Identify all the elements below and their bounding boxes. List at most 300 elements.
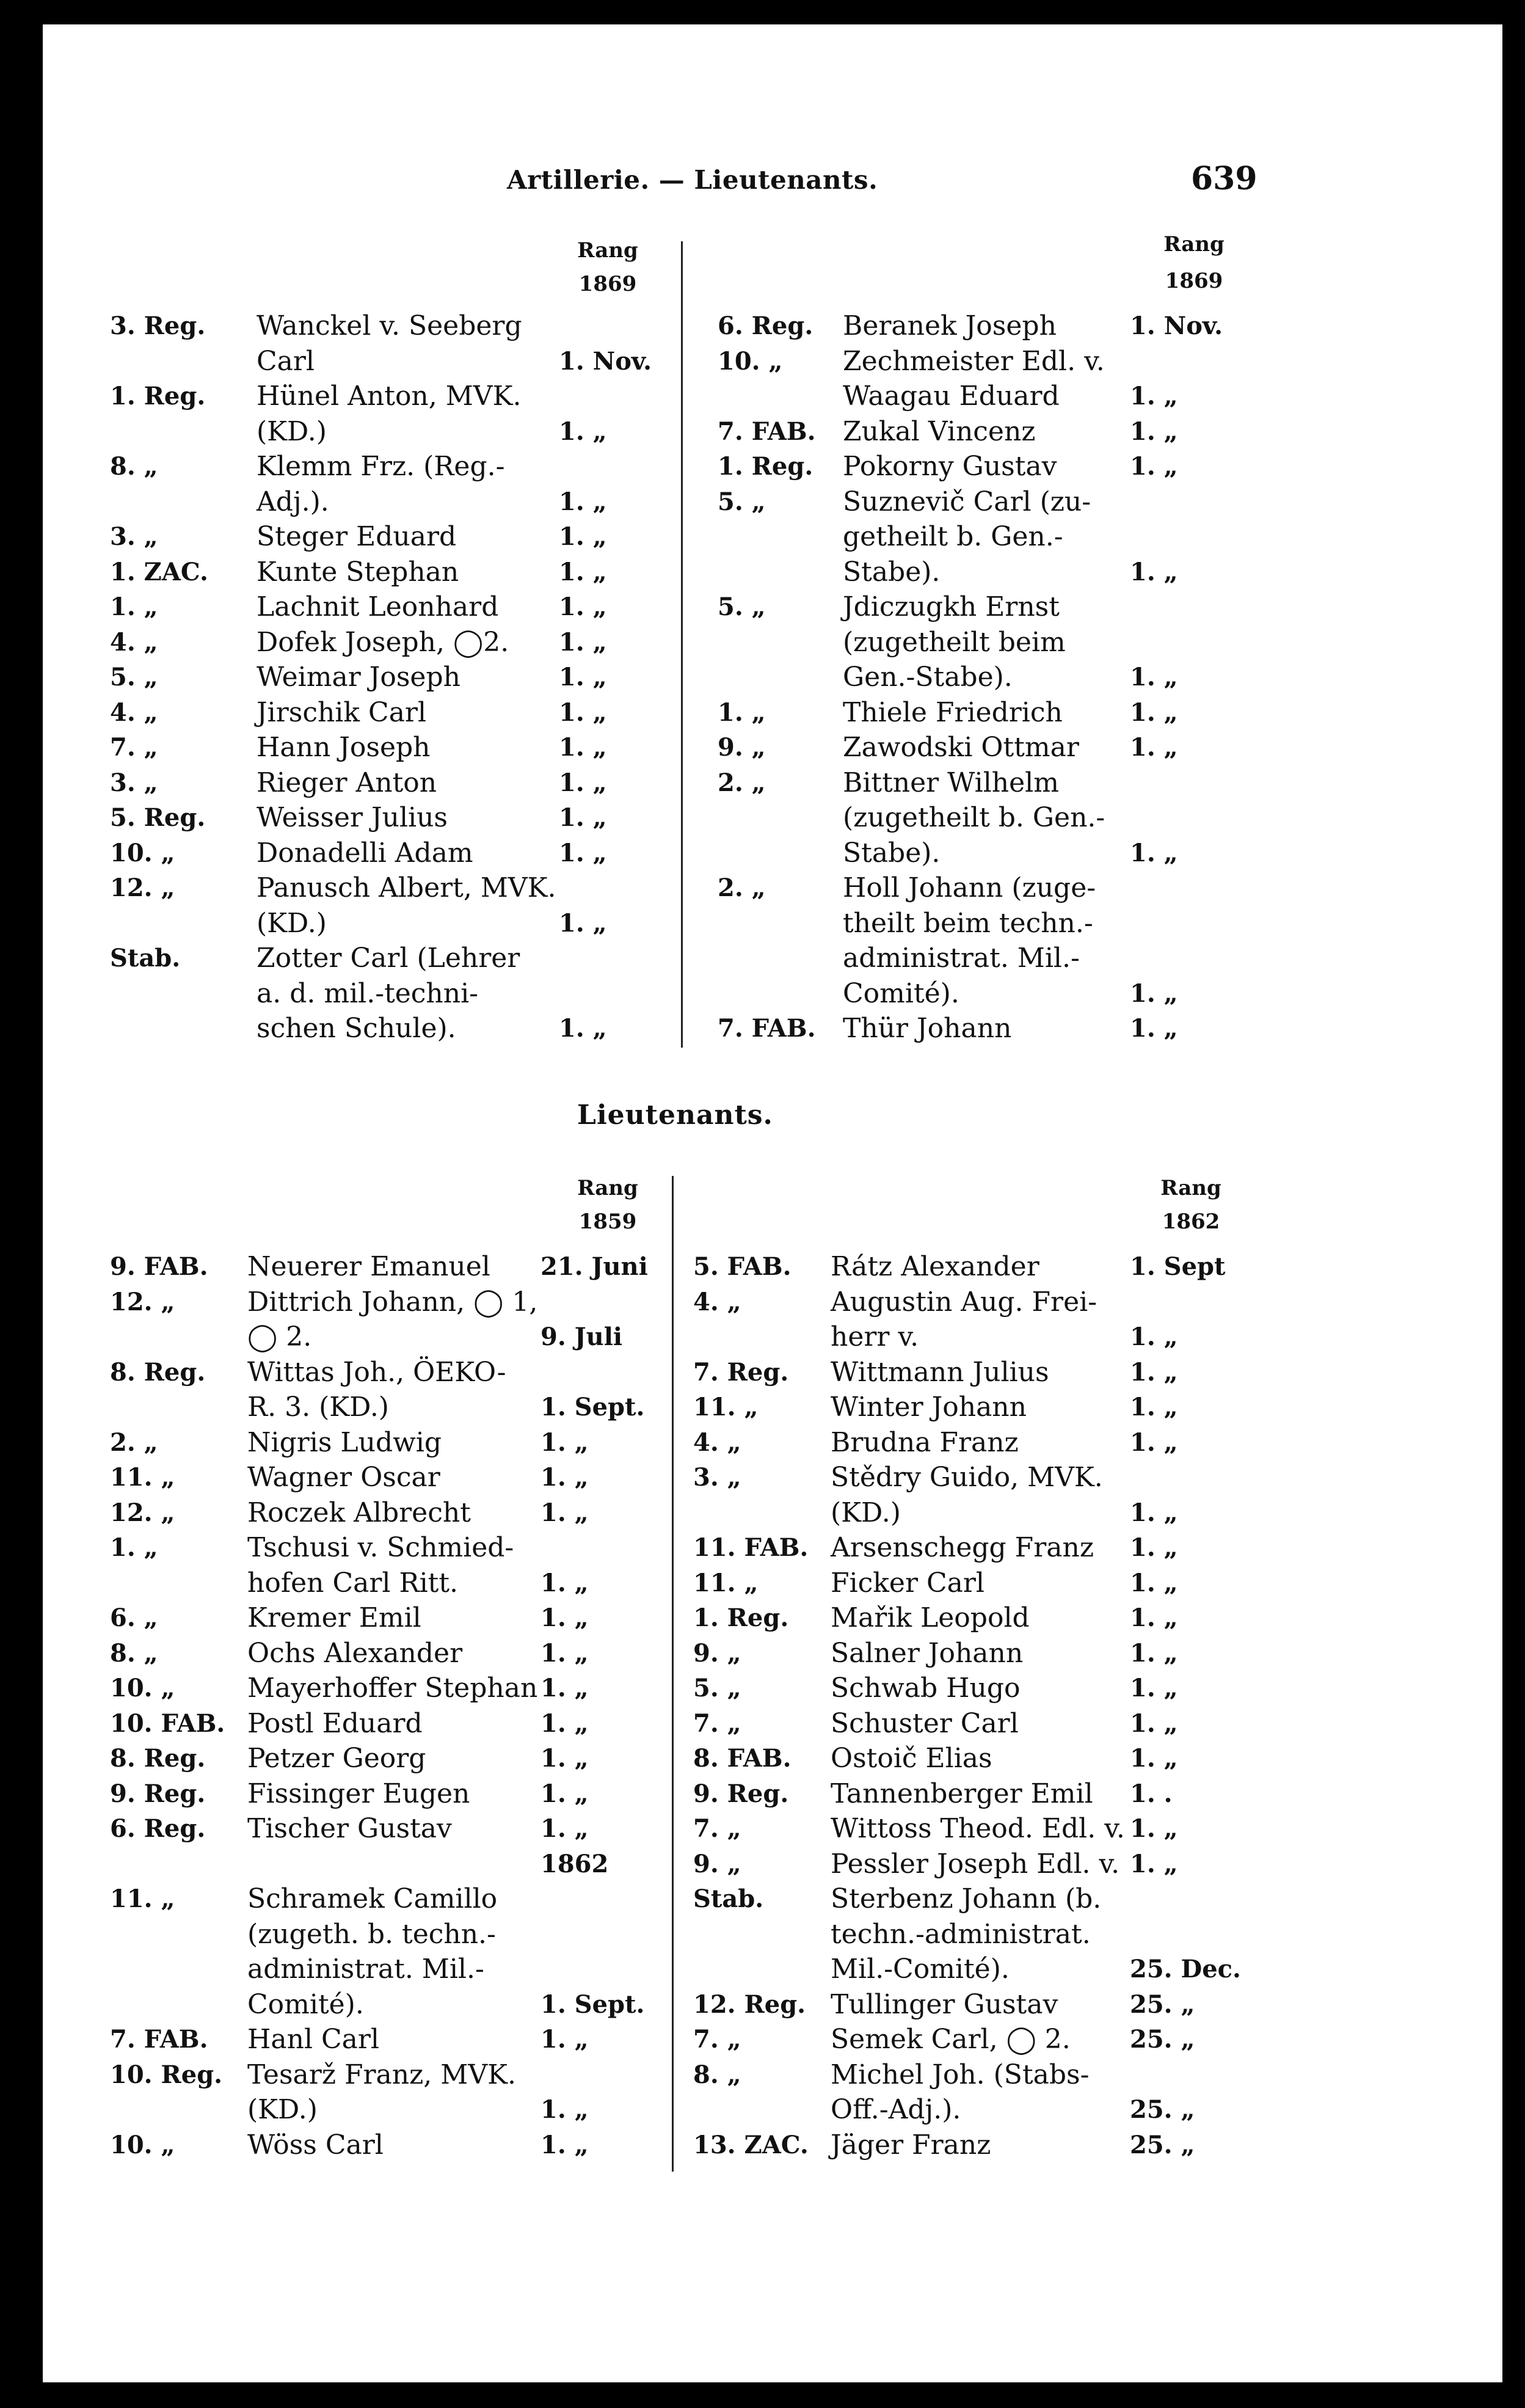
list-item (110, 941, 721, 976)
rank-date: 1. „ (540, 1744, 589, 1773)
rank-date: 1. Nov. (1130, 312, 1223, 340)
regiment-label: 7. FAB. (718, 1014, 816, 1043)
list-item (110, 1390, 721, 1425)
scan-border-top (0, 0, 1525, 24)
rank-date: 1. „ (559, 698, 607, 727)
rank-date: 1. „ (559, 838, 607, 867)
officer-name: Salner Johann (831, 1637, 1024, 1669)
list-item (110, 1600, 721, 1636)
regiment-label: 9. „ (693, 1638, 741, 1668)
officer-name: (KD.) (831, 1497, 901, 1528)
officer-name: Nigris Ludwig (247, 1426, 442, 1458)
rang-year-top-left: 1869 (578, 272, 637, 296)
rank-date: 1. Sept. (540, 1393, 645, 1421)
rank-date: 1. „ (1130, 417, 1178, 446)
list-item (110, 344, 721, 379)
officer-name: Comité). (247, 1988, 364, 2020)
regiment-label: 5. FAB. (693, 1252, 792, 1281)
officer-name: herr v. (831, 1321, 919, 1352)
rang-year-top-right: 1869 (1165, 269, 1223, 293)
regiment-label: 5. „ (110, 663, 158, 691)
regiment-label: 1. „ (110, 1533, 158, 1562)
officer-name: Donadelli Adam (257, 837, 473, 869)
rank-date: 1. . (1130, 1779, 1173, 1808)
regiment-label: 12. „ (110, 874, 175, 902)
list-item (110, 1671, 721, 1706)
list-item (693, 1495, 1304, 1531)
officer-name: Tannenberger Emil (831, 1778, 1093, 1809)
list-item (718, 308, 1328, 344)
regiment-label: 7. „ (693, 1814, 741, 1843)
officer-name: Suznevič Carl (zu- (843, 486, 1091, 517)
regiment-label: 8. „ (110, 1638, 158, 1668)
list-item (693, 2057, 1304, 2093)
regiment-label: 11. „ (110, 1463, 175, 1492)
regiment-label: 9. Reg. (110, 1779, 206, 1808)
officer-name: Bittner Wilhelm (843, 767, 1059, 798)
officer-name: (KD.) (257, 415, 327, 447)
officer-name: Zukal Vincenz (843, 415, 1036, 447)
rank-date: 1. „ (559, 593, 607, 621)
list-item (718, 555, 1328, 590)
officer-name: Wittoss Theod. Edl. v. (831, 1813, 1125, 1844)
rank-date: 1. „ (540, 1709, 589, 1738)
regiment-label: 4. „ (110, 627, 158, 657)
rank-date: 1. „ (1130, 663, 1178, 691)
list-item (718, 730, 1328, 765)
list-item (693, 1671, 1304, 1706)
list-item (110, 414, 721, 450)
list-item (110, 625, 721, 660)
regiment-label: 9. „ (718, 733, 766, 762)
list-item (110, 1566, 721, 1601)
rank-date: 1. „ (540, 2095, 589, 2124)
rank-date: 1. „ (540, 2130, 589, 2159)
officer-name: Schwab Hugo (831, 1673, 1021, 1704)
rank-date: 1. „ (1130, 1674, 1178, 1702)
officer-name: Kremer Emil (247, 1602, 421, 1633)
rank-date: 1. „ (1130, 1709, 1178, 1738)
scan-border-right (1502, 0, 1525, 2408)
regiment-label: 7. FAB. (110, 2025, 208, 2054)
rank-date: 1. „ (1130, 1014, 1178, 1043)
regiment-label: 6. Reg. (110, 1814, 206, 1843)
regiment-label: 5. „ (693, 1674, 741, 1702)
officer-name: hofen Carl Ritt. (247, 1567, 459, 1599)
rank-date: 1. „ (559, 803, 607, 832)
rank-date: 1. „ (559, 663, 607, 691)
list-item (110, 976, 721, 1012)
list-item (718, 695, 1328, 731)
officer-name: Tullinger Gustav (831, 1988, 1058, 2020)
regiment-label: 9. FAB. (110, 1252, 208, 1281)
list-item (693, 1600, 1304, 1636)
list-item (693, 1776, 1304, 1812)
officer-name: Zechmeister Edl. v. (843, 345, 1105, 377)
officer-name: Dittrich Johann, ◯ 1, (247, 1286, 538, 1318)
list-item (110, 1011, 721, 1046)
list-item (693, 1636, 1304, 1671)
rank-date: 1. „ (1130, 838, 1178, 867)
list-item (110, 308, 721, 344)
regiment-label: 10. „ (110, 838, 175, 867)
officer-name: Stabe). (843, 837, 941, 869)
regiment-label: 1. Reg. (718, 452, 813, 481)
officer-name: Steger Eduard (257, 521, 457, 552)
list-item (693, 2128, 1304, 2163)
rank-date: 1. „ (559, 908, 607, 938)
officer-name: Wittas Joh., ÖEKO- (247, 1356, 506, 1388)
list-item (110, 870, 721, 906)
regiment-label: 9. „ (693, 1849, 741, 1878)
section-title: Lieutenants. (577, 1100, 773, 1131)
list-item (110, 1706, 721, 1742)
regiment-label: 8. „ (693, 2060, 741, 2089)
rank-date: 1. „ (540, 1568, 589, 1597)
officer-name: techn.-administrat. (831, 1918, 1091, 1950)
list-item (693, 1319, 1304, 1355)
list-item (110, 1460, 721, 1495)
regiment-label: 6. „ (110, 1604, 158, 1632)
officer-name: Tischer Gustav (247, 1813, 452, 1844)
list-item (110, 1987, 721, 2023)
rank-date: 1. „ (1130, 1393, 1178, 1421)
officer-name: ◯ 2. (247, 1321, 312, 1352)
page-number: 639 (1191, 160, 1257, 197)
regiment-label: 11. FAB. (693, 1533, 809, 1562)
list-item (110, 1881, 721, 1917)
rang-label-bottom-right: Rang (1160, 1176, 1221, 1200)
list-item (110, 1776, 721, 1812)
regiment-label: 10. „ (110, 2130, 175, 2159)
officer-name: Waagau Eduard (843, 381, 1060, 412)
list-item (110, 730, 721, 765)
list-item (110, 2128, 721, 2163)
regiment-label: 9. Reg. (693, 1779, 789, 1808)
rank-date: 1. „ (540, 1638, 589, 1668)
scan-border-bottom (0, 2382, 1525, 2408)
officer-name: Ficker Carl (831, 1567, 985, 1599)
officer-name: Ochs Alexander (247, 1637, 463, 1669)
rank-date: 1. „ (1130, 1498, 1178, 1527)
list-item (110, 765, 721, 801)
list-item (110, 660, 721, 695)
officer-name: theilt beim techn.- (843, 907, 1093, 939)
list-item (693, 2092, 1304, 2128)
rang-year-bottom-right: 1862 (1162, 1209, 1220, 1234)
rank-date: 1. „ (1130, 733, 1178, 762)
officer-name: (KD.) (257, 907, 327, 939)
officer-name: R. 3. (KD.) (247, 1392, 389, 1423)
officer-name: Stabe). (843, 556, 941, 588)
list-item (110, 555, 721, 590)
list-item (718, 519, 1328, 555)
list-item (110, 1495, 721, 1531)
regiment-label: 12. Reg. (693, 1990, 806, 2019)
officer-name: Off.-Adj.). (831, 2094, 961, 2125)
rank-date: 1. „ (1130, 1533, 1178, 1562)
list-item (693, 1425, 1304, 1461)
list-item (110, 2057, 721, 2093)
list-item (110, 484, 721, 520)
rank-date: 1. „ (1130, 1638, 1178, 1668)
officer-name: getheilt b. Gen.- (843, 521, 1063, 552)
rank-date: 1. „ (1130, 1357, 1178, 1387)
rank-date: 1. „ (1130, 1568, 1178, 1597)
officer-name: Mayerhoffer Stephan (247, 1673, 538, 1704)
regiment-label: 10. FAB. (110, 1709, 225, 1738)
officer-name: Thür Johann (843, 1013, 1012, 1044)
list-item (110, 2092, 721, 2128)
list-item (110, 1425, 721, 1461)
list-item (718, 344, 1328, 379)
list-item (110, 449, 721, 484)
list-item (693, 1390, 1304, 1425)
regiment-label: 1. „ (110, 593, 158, 621)
rank-date: 1. „ (1130, 1428, 1178, 1457)
rank-date: 1. „ (1130, 557, 1178, 586)
officer-name: Pokorny Gustav (843, 451, 1057, 482)
regiment-label: 1. Reg. (110, 382, 206, 410)
regiment-label: 3. „ (693, 1463, 741, 1492)
officer-name: Wanckel v. Seeberg (257, 310, 522, 341)
rank-date: 1. Sept (1130, 1252, 1226, 1281)
officer-name: administrat. Mil.- (247, 1954, 484, 1985)
rank-date: 1. „ (1130, 698, 1178, 727)
officer-name: Ostoič Elias (831, 1743, 992, 1774)
rank-date: 1. „ (1130, 382, 1178, 410)
regiment-label: 12. „ (110, 1287, 175, 1316)
officer-name: Sterbenz Johann (b. (831, 1883, 1102, 1914)
list-item (718, 765, 1328, 801)
regiment-label: 8. FAB. (693, 1744, 792, 1773)
officer-name: administrat. Mil.- (843, 943, 1080, 974)
officer-name: Thiele Friedrich (843, 696, 1063, 728)
officer-name: Wagner Oscar (247, 1462, 440, 1493)
rank-date: 21. Juni (540, 1252, 648, 1281)
regiment-label: 4. „ (110, 698, 158, 727)
rank-date: 1. „ (540, 1463, 589, 1492)
officer-name: Weimar Joseph (257, 662, 460, 693)
list-item (110, 695, 721, 731)
list-item (693, 1811, 1304, 1847)
regiment-label: 10. „ (718, 346, 783, 376)
officer-name: Beranek Joseph (843, 310, 1057, 341)
officer-name: Michel Joh. (Stabs- (831, 2059, 1090, 2090)
regiment-label: 6. Reg. (718, 312, 813, 340)
officer-name: Panusch Albert, MVK. (257, 872, 556, 903)
officer-name: Jäger Franz (831, 2129, 991, 2161)
regiment-label: 12. „ (110, 1498, 175, 1527)
officer-name: Dofek Joseph, ◯2. (257, 626, 509, 658)
rank-date: 1. „ (559, 1014, 607, 1043)
officer-name: schen Schule). (257, 1013, 456, 1044)
list-item (693, 1952, 1304, 1987)
officer-name: Wittmann Julius (831, 1356, 1049, 1388)
officer-name: Klemm Frz. (Reg.- (257, 451, 505, 482)
rang-year-bottom-left: 1859 (578, 1209, 637, 1234)
officer-name: Lachnit Leonhard (257, 591, 499, 622)
rang-label-bottom-left: Rang (577, 1176, 638, 1200)
list-item (718, 1011, 1328, 1046)
list-item (110, 2022, 721, 2057)
rank-date: 25. „ (1130, 1990, 1195, 2019)
list-item (693, 1706, 1304, 1742)
officer-name: Neuerer Emanuel (247, 1251, 490, 1282)
officer-name: (zugetheilt b. Gen.- (843, 802, 1105, 833)
regiment-label: 8. Reg. (110, 1357, 206, 1387)
officer-name: Tschusi v. Schmied- (247, 1532, 514, 1563)
rank-date: 1. „ (559, 627, 607, 657)
regiment-label: 4. „ (693, 1287, 741, 1316)
list-item (693, 1285, 1304, 1320)
list-item (718, 660, 1328, 695)
rank-date: 1. „ (540, 1814, 589, 1843)
regiment-label: 5. „ (718, 593, 766, 621)
rank-date: 1. „ (559, 417, 607, 446)
officer-name: Zawodski Ottmar (843, 732, 1079, 763)
list-item (110, 1355, 721, 1390)
list-item (110, 519, 721, 555)
rank-date: 1. „ (540, 1498, 589, 1527)
rank-date: 1. „ (559, 522, 607, 551)
officer-name: Wöss Carl (247, 2129, 384, 2161)
rank-date: 1. „ (540, 1428, 589, 1457)
rank-date: 9. Juli (540, 1323, 623, 1351)
officer-name: Rátz Alexander (831, 1251, 1039, 1282)
list-item (110, 1847, 721, 1882)
rank-date: 1. „ (559, 768, 607, 797)
rang-label-top-left: Rang (577, 238, 638, 263)
officer-name: Mařik Leopold (831, 1602, 1030, 1633)
regiment-label: 7. Reg. (693, 1357, 789, 1387)
regiment-label: Stab. (110, 944, 181, 972)
regiment-label: 11. „ (693, 1393, 759, 1421)
officer-name: Schuster Carl (831, 1707, 1019, 1739)
officer-name: Jirschik Carl (257, 696, 427, 728)
regiment-label: 11. „ (110, 1884, 175, 1913)
officer-name: Jdiczugkh Ernst (843, 591, 1060, 622)
regiment-label: 3. Reg. (110, 312, 206, 340)
rank-date: 1. Sept. (540, 1990, 645, 2019)
regiment-label: 10. „ (110, 1674, 175, 1702)
officer-name: Mil.-Comité). (831, 1954, 1010, 1985)
list-item (718, 589, 1328, 625)
officer-name: Schramek Camillo (247, 1883, 498, 1914)
regiment-label: 8. Reg. (110, 1744, 206, 1773)
page-header: Artillerie. — Lieutenants. (507, 165, 878, 195)
list-item (693, 1355, 1304, 1390)
list-item (693, 1566, 1304, 1601)
rank-date: 25. Dec. (1130, 1955, 1241, 1983)
rank-date: 1. „ (559, 733, 607, 762)
officer-name: (KD.) (247, 2094, 318, 2125)
rank-date: 1. „ (540, 1604, 589, 1632)
regiment-label: Stab. (693, 1884, 764, 1913)
rank-date: 25. „ (1130, 2130, 1195, 2159)
officer-name: Semek Carl, ◯ 2. (831, 2024, 1071, 2055)
rank-date: 1. „ (540, 2025, 589, 2054)
list-item (110, 379, 721, 414)
officer-name: Hanl Carl (247, 2024, 380, 2055)
regiment-label: 1. „ (718, 698, 766, 727)
regiment-label: 5. „ (718, 487, 766, 516)
officer-name: Roczek Albrecht (247, 1497, 471, 1528)
officer-name: Tesarž Franz, MVK. (247, 2059, 516, 2090)
list-item (718, 800, 1328, 836)
list-item (693, 1530, 1304, 1566)
list-item (110, 1249, 721, 1285)
officer-name: Pessler Joseph Edl. v. (831, 1848, 1120, 1880)
list-item (693, 1741, 1304, 1776)
list-item (110, 800, 721, 836)
regiment-label: 7. FAB. (718, 417, 816, 446)
list-item (718, 941, 1328, 976)
regiment-label: 1. ZAC. (110, 557, 208, 586)
regiment-label: 1. Reg. (693, 1604, 789, 1632)
rang-label-top-right: Rang (1163, 232, 1225, 257)
list-item (718, 870, 1328, 906)
rank-date: 1. „ (1130, 1849, 1178, 1878)
list-item (693, 1881, 1304, 1917)
officer-name: a. d. mil.-techni- (257, 977, 479, 1009)
rank-date: 1. Nov. (559, 346, 652, 376)
list-item (693, 1847, 1304, 1882)
officer-name: (zugeth. b. techn.- (247, 1918, 496, 1950)
list-item (693, 1987, 1304, 2023)
officer-name: Brudna Franz (831, 1426, 1019, 1458)
officer-name: Comité). (843, 977, 959, 1009)
list-item (718, 836, 1328, 871)
officer-name: Petzer Georg (247, 1743, 426, 1774)
regiment-label: 8. „ (110, 452, 158, 481)
regiment-label: 7. „ (110, 733, 158, 762)
rank-date: 1. „ (559, 557, 607, 586)
officer-name: Augustin Aug. Frei- (831, 1286, 1097, 1318)
officer-name: Fissinger Eugen (247, 1778, 470, 1809)
regiment-label: 3. „ (110, 522, 158, 551)
list-item (693, 1249, 1304, 1285)
rank-date: 1862 (540, 1849, 609, 1878)
regiment-label: 10. Reg. (110, 2060, 223, 2089)
officer-name: Stědry Guido, MVK. (831, 1462, 1103, 1493)
list-item (110, 1636, 721, 1671)
rank-date: 25. „ (1130, 2025, 1195, 2054)
officer-name: (zugetheilt beim (843, 626, 1066, 658)
list-item (718, 906, 1328, 941)
rank-date: 1. „ (540, 1779, 589, 1808)
regiment-label: 4. „ (693, 1428, 741, 1457)
regiment-label: 13. ZAC. (693, 2130, 809, 2159)
officer-name: Postl Eduard (247, 1707, 423, 1739)
officer-name: Weisser Julius (257, 802, 448, 833)
officer-name: Zotter Carl (Lehrer (257, 943, 520, 974)
list-item (110, 1530, 721, 1566)
list-item (718, 484, 1328, 520)
regiment-label: 2. „ (110, 1428, 158, 1457)
rank-date: 1. „ (1130, 1604, 1178, 1632)
list-item (110, 1741, 721, 1776)
rank-date: 1. „ (1130, 1744, 1178, 1773)
list-item (110, 589, 721, 625)
rank-date: 25. „ (1130, 2095, 1195, 2124)
list-item (718, 449, 1328, 484)
scan-border-left (0, 0, 43, 2408)
list-item (110, 1917, 721, 1952)
list-item (110, 836, 721, 871)
regiment-label: 2. „ (718, 874, 766, 902)
list-item (693, 2022, 1304, 2057)
